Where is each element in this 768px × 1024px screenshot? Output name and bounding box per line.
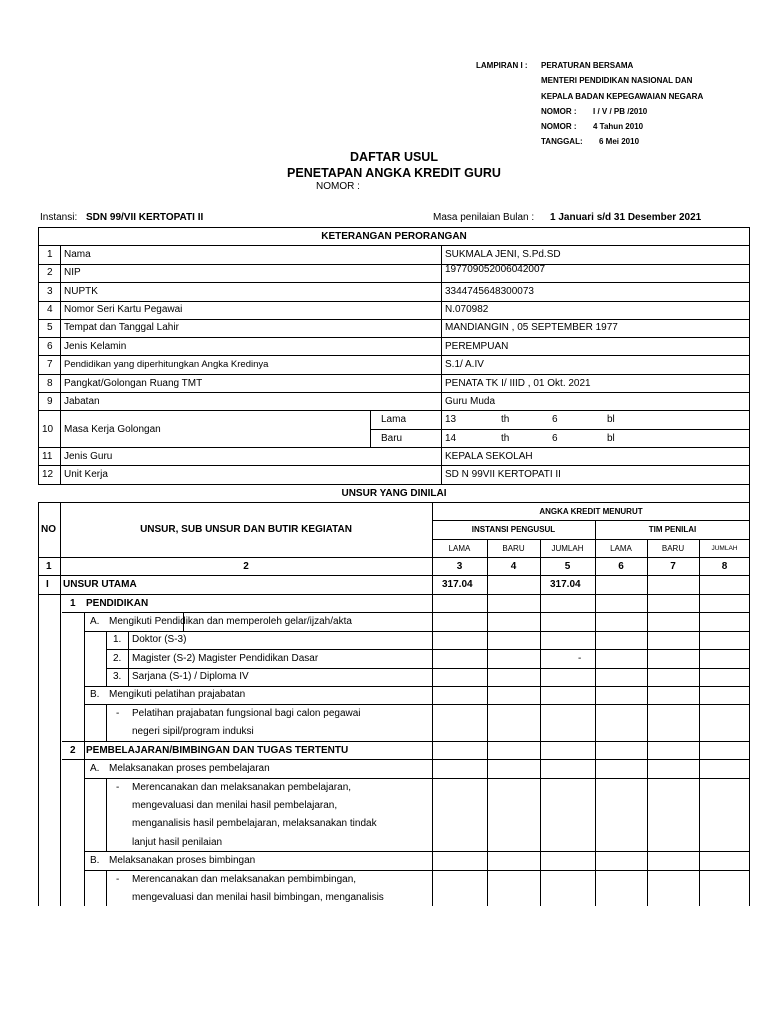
ket-no-3: 3 [47, 286, 53, 297]
instansi-value: SDN 99/VII KERTOPATI II [86, 212, 204, 223]
masa-kerja-lama-bl: 6 [552, 414, 558, 425]
col-no: NO [41, 524, 56, 535]
doktor-no: 1. [113, 634, 122, 645]
masa-kerja-baru-bl: 6 [552, 433, 558, 444]
ket-value-nuptk: 3344745648300073 [445, 286, 534, 297]
ket-value-nama: SUKMALA JENI, S.Pd.SD [445, 249, 561, 260]
ket-label-nama: Nama [64, 249, 91, 260]
sub-baru-tim: BARU [661, 544, 685, 553]
pembelajaran-a-label: A. [90, 763, 100, 774]
ket-no-12: 12 [42, 469, 54, 480]
pembelajaran-a-line4: lanjut hasil penilaian [132, 837, 223, 848]
unsur-utama-jumlah: 317.04 [550, 579, 581, 590]
sub-jumlah: JUMLAH [551, 544, 584, 553]
ket-value-jk: PEREMPUAN [445, 341, 509, 352]
pendidikan-no: 1 [70, 598, 76, 609]
ket-label-masa-kerja: Masa Kerja Golongan [64, 424, 161, 435]
masa-kerja-baru-bl-unit: bl [607, 433, 615, 444]
sub-baru: BARU [502, 544, 525, 553]
prajabatan-dash: - [116, 708, 120, 719]
ket-label-pangkat: Pangkat/Golongan Ruang TMT [64, 378, 203, 389]
title-penetapan: PENETAPAN ANGKA KREDIT GURU [287, 166, 501, 180]
ket-no-9: 9 [47, 396, 53, 407]
masa-kerja-lama-bl-unit: bl [607, 414, 615, 425]
colnum-6: 6 [618, 561, 624, 572]
pembelajaran-a-dash: - [116, 782, 120, 793]
colnum-8: 8 [721, 561, 728, 572]
lampiran-line2: MENTERI PENDIDIKAN NASIONAL DAN [541, 76, 693, 85]
ket-label-ttl: Tempat dan Tanggal Lahir [64, 322, 179, 333]
ket-label-unit-kerja: Unit Kerja [64, 469, 108, 480]
lampiran-label: LAMPIRAN I : [476, 61, 528, 70]
nomor2-label: NOMOR : [541, 122, 577, 131]
tanggal-value: 6 Mei 2010 [599, 137, 640, 146]
pendidikan-a-label: A. [90, 616, 100, 627]
keterangan-header: KETERANGAN PERORANGAN [321, 231, 467, 242]
pendidikan-b-text: Mengikuti pelatihan prajabatan [109, 689, 246, 700]
ket-value-jenis-guru: KEPALA SEKOLAH [445, 451, 533, 462]
col-instansi-pengusul: INSTANSI PENGUSUL [471, 525, 556, 534]
doktor-label: Doktor (S-3) [132, 634, 187, 645]
pembelajaran-a-text: Melaksanakan proses pembelajaran [109, 763, 270, 774]
ket-value-ttl: MANDIANGIN , 05 SEPTEMBER 1977 [445, 322, 618, 333]
colnum-5: 5 [564, 561, 571, 572]
title-nomor: NOMOR : [316, 181, 360, 192]
unsur-utama-label: UNSUR UTAMA [63, 579, 137, 590]
pembelajaran-b-label: B. [90, 855, 100, 866]
tanggal-label: TANGGAL: [541, 137, 583, 146]
magister-jumlah-dash: - [578, 653, 582, 664]
pendidikan-b-label: B. [90, 689, 100, 700]
col-tim-penilai: TIM PENILAI [648, 525, 697, 534]
sub-lama: LAMA [448, 544, 471, 553]
ket-value-jabatan: Guru Muda [445, 396, 496, 407]
magister-no: 2. [113, 653, 122, 664]
masa-kerja-baru-label: Baru [381, 433, 403, 444]
pembelajaran-b-text: Melaksanakan proses bimbingan [109, 855, 256, 866]
ket-no-4: 4 [47, 304, 53, 315]
masa-kerja-lama-label: Lama [381, 414, 407, 425]
ket-value-unit-kerja: SD N 99VII KERTOPATI II [445, 469, 561, 480]
colnum-7: 7 [670, 561, 676, 572]
nomor1-value: I / V / PB /2010 [593, 107, 648, 116]
ket-label-pendidikan: Pendidikan yang diperhitungkan Angka Kredinya [64, 359, 269, 370]
col-angka-kredit: ANGKA KREDIT MENURUT [539, 507, 643, 516]
pembelajaran-b-dash: - [116, 874, 120, 885]
ket-no-7: 7 [47, 359, 53, 370]
col-unsur: UNSUR, SUB UNSUR DAN BUTIR KEGIATAN [140, 524, 352, 535]
pendidikan-label: PENDIDIKAN [86, 598, 149, 609]
sub-lama-tim: LAMA [610, 544, 632, 553]
ket-no-5: 5 [47, 322, 53, 333]
ket-value-pangkat: PENATA TK I/ IIID , 01 Okt. 2021 [445, 378, 591, 389]
ket-no-11: 11 [42, 451, 53, 462]
periode-label: Masa penilaian Bulan : [433, 212, 535, 223]
magister-label: Magister (S-2) Magister Pendidikan Dasar [132, 653, 319, 664]
ket-no-8: 8 [47, 378, 53, 389]
pembelajaran-label: PEMBELAJARAN/BIMBINGAN DAN TUGAS TERTENTU [86, 745, 349, 756]
colnum-2: 2 [243, 561, 249, 572]
pembelajaran-b-line1: Merencanakan dan melaksanakan pembimbingan, [132, 874, 357, 885]
prajabatan-line1: Pelatihan prajabatan fungsional bagi calon pegawai [132, 708, 361, 719]
masa-kerja-lama-th-unit: th [501, 414, 510, 425]
nomor2-value: 4 Tahun 2010 [593, 122, 644, 131]
ket-no-6: 6 [47, 341, 53, 352]
pembelajaran-no: 2 [70, 745, 76, 756]
ket-value-karpeg: N.070982 [445, 304, 489, 315]
ket-label-jabatan: Jabatan [64, 396, 100, 407]
colnum-4: 4 [510, 561, 517, 572]
ket-label-nuptk: NUPTK [64, 286, 98, 297]
ket-no-10: 10 [42, 424, 54, 435]
ket-value-nip: 197709052006042007 [445, 264, 546, 275]
lampiran-line1: PERATURAN BERSAMA [541, 61, 634, 70]
nomor1-label: NOMOR : [541, 107, 577, 116]
ket-label-jenis-guru: Jenis Guru [64, 451, 113, 462]
pembelajaran-b-line2: mengevaluasi dan menilai hasil bimbingan, menganalisis [132, 892, 384, 903]
unsur-utama-no: I [46, 579, 49, 590]
ket-value-pendidikan: S.1/ A.IV [445, 359, 484, 370]
pembelajaran-a-line3: menganalisis hasil pembelajaran, melaksanakan tindak [132, 818, 377, 829]
title-daftar-usul: DAFTAR USUL [350, 150, 438, 164]
pendidikan-a-text: Mengikuti Pendidikan dan memperoleh gelar/ijzah/akta [109, 616, 352, 627]
masa-kerja-baru-th: 14 [445, 433, 457, 444]
prajabatan-line2: negeri sipil/program induksi [132, 726, 254, 737]
instansi-label: Instansi: [40, 212, 78, 223]
sub-jumlah-tim: JUMLAH [711, 545, 738, 552]
pembelajaran-a-line2: mengevaluasi dan menilai hasil pembelajaran, [132, 800, 338, 811]
sarjana-no: 3. [113, 671, 122, 682]
pembelajaran-a-line1: Merencanakan dan melaksanakan pembelajaran, [132, 782, 352, 793]
lampiran-line3: KEPALA BADAN KEPEGAWAIAN NEGARA [541, 92, 704, 101]
ket-label-jk: Jenis Kelamin [64, 341, 127, 352]
colnum-3: 3 [456, 561, 463, 572]
unsur-header: UNSUR YANG DINILAI [341, 488, 447, 499]
periode-value: 1 Januari s/d 31 Desember 2021 [550, 212, 702, 223]
ket-label-karpeg: Nomor Seri Kartu Pegawai [64, 304, 183, 315]
colnum-1: 1 [46, 561, 52, 572]
masa-kerja-baru-th-unit: th [501, 433, 510, 444]
ket-no-2: 2 [47, 267, 53, 278]
ket-no-1: 1 [47, 249, 53, 260]
ket-label-nip: NIP [64, 267, 81, 278]
sarjana-label: Sarjana (S-1) / Diploma IV [132, 671, 249, 682]
unsur-utama-lama: 317.04 [442, 579, 473, 590]
masa-kerja-lama-th: 13 [445, 414, 457, 425]
